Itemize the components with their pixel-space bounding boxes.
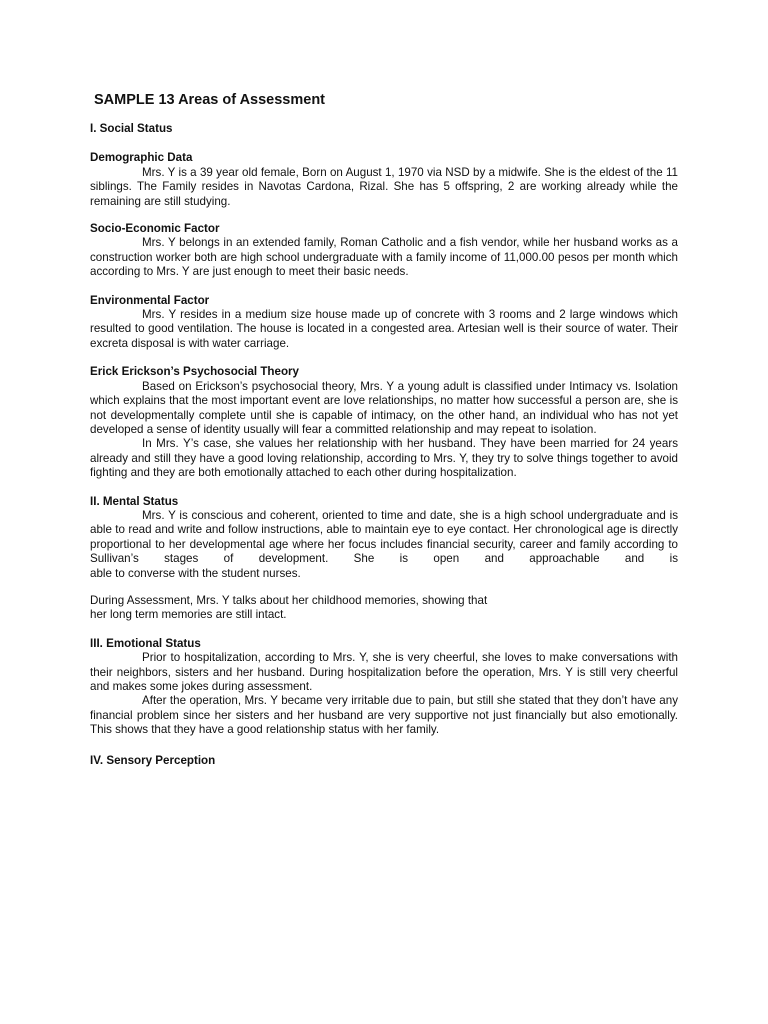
subheading-environmental-factor: Environmental Factor <box>90 293 210 307</box>
paragraph-erickson-theory-1: Based on Erickson’s psychosocial theory, Mrs. Y a young adult is classified under Intimacy vs. Isolation which explains that the most important event are love relationships, no matter how successful a person are, she is not developmentally complete until she is capable of intimacy, on the other hand, an individual who has not yet developed a sense of identity usually will fear a committed relationship and may repeat to isolation. <box>90 379 678 436</box>
document-title: SAMPLE 13 Areas of Assessment <box>94 92 326 108</box>
paragraph-mental-status-2-line-1: During Assessment, Mrs. Y talks about her childhood memories, showing that <box>90 593 488 607</box>
section-heading-mental-status: II. Mental Status <box>90 494 179 508</box>
subheading-erickson-theory: Erick Erickson’s Psychosocial Theory <box>90 365 299 379</box>
section-heading-social-status: I. Social Status <box>90 122 173 135</box>
paragraph-mental-status-2 <box>90 594 678 623</box>
subheading-demographic-data: Demographic Data <box>90 151 193 165</box>
paragraph-environmental-factor: Mrs. Y resides in a medium size house made up of concrete with 3 rooms and 2 large windows which resulted to good ventilation. The house is located in a congested area. Artesian well is their source of water. Their excreta disposal is with water carriage. <box>90 308 678 350</box>
paragraph-emotional-status-1: Prior to hospitalization, according to Mrs. Y, she is very cheerful, she loves to make conversations with their neighbors, sisters and her husband. During hospitalization before the operation, Mrs. Y is still very cheerful and makes some jokes during assessment. <box>90 651 678 693</box>
document-page <box>90 91 678 768</box>
paragraph-mental-status-1: Mrs. Y is conscious and coherent, oriented to time and date, she is a high school undergraduate and is able to read and write and follow instructions, able to maintain eye to eye contact. Her chronological age is directly proportional to her developmental age where her focus includes financial security, career and family according to Sullivan’s stages of development. She is open and approachable and is <box>90 508 678 566</box>
paragraph-emotional-status-2: After the operation, Mrs. Y became very irritable due to pain, but still she stated that they don’t have any financial problem since her sisters and her husband are very supportive not just financially but also emotionally. This shows that they have a good relationship status with her family. <box>90 694 678 737</box>
paragraph-erickson-theory-2: In Mrs. Y’s case, she values her relationship with her husband. They have been married for 24 years already and still they have a good loving relationship, according to Mrs. Y, they try to solve things together to avoid fighting and they are both emotionally attached to each other during hospitalization. <box>90 437 678 480</box>
section-heading-emotional-status: III. Emotional Status <box>90 636 201 650</box>
section-heading-sensory-perception: IV. Sensory Perception <box>90 753 216 767</box>
paragraph-demographic-data: Mrs. Y is a 39 year old female, Born on August 1, 1970 via NSD by a midwife. She is the eldest of the 11 siblings. The Family resides in Navotas Cardona, Rizal. She has 5 offspring, 2 are working already while the remaining are still studying. <box>90 165 678 208</box>
paragraph-mental-status-2-line-2: her long term memories are still intact. <box>90 608 287 622</box>
paragraph-socio-economic-factor: Mrs. Y belongs in an extended family, Roman Catholic and a fish vendor, while her husband works as a construction worker both are high school undergraduate with a family income of 11,000.00 pesos per month which according to Mrs. Y are just enough to meet their basic needs. <box>90 236 678 279</box>
paragraph-mental-status-1-last-line: able to converse with the student nurses. <box>90 566 301 580</box>
subheading-socio-economic-factor: Socio-Economic Factor <box>90 222 220 236</box>
